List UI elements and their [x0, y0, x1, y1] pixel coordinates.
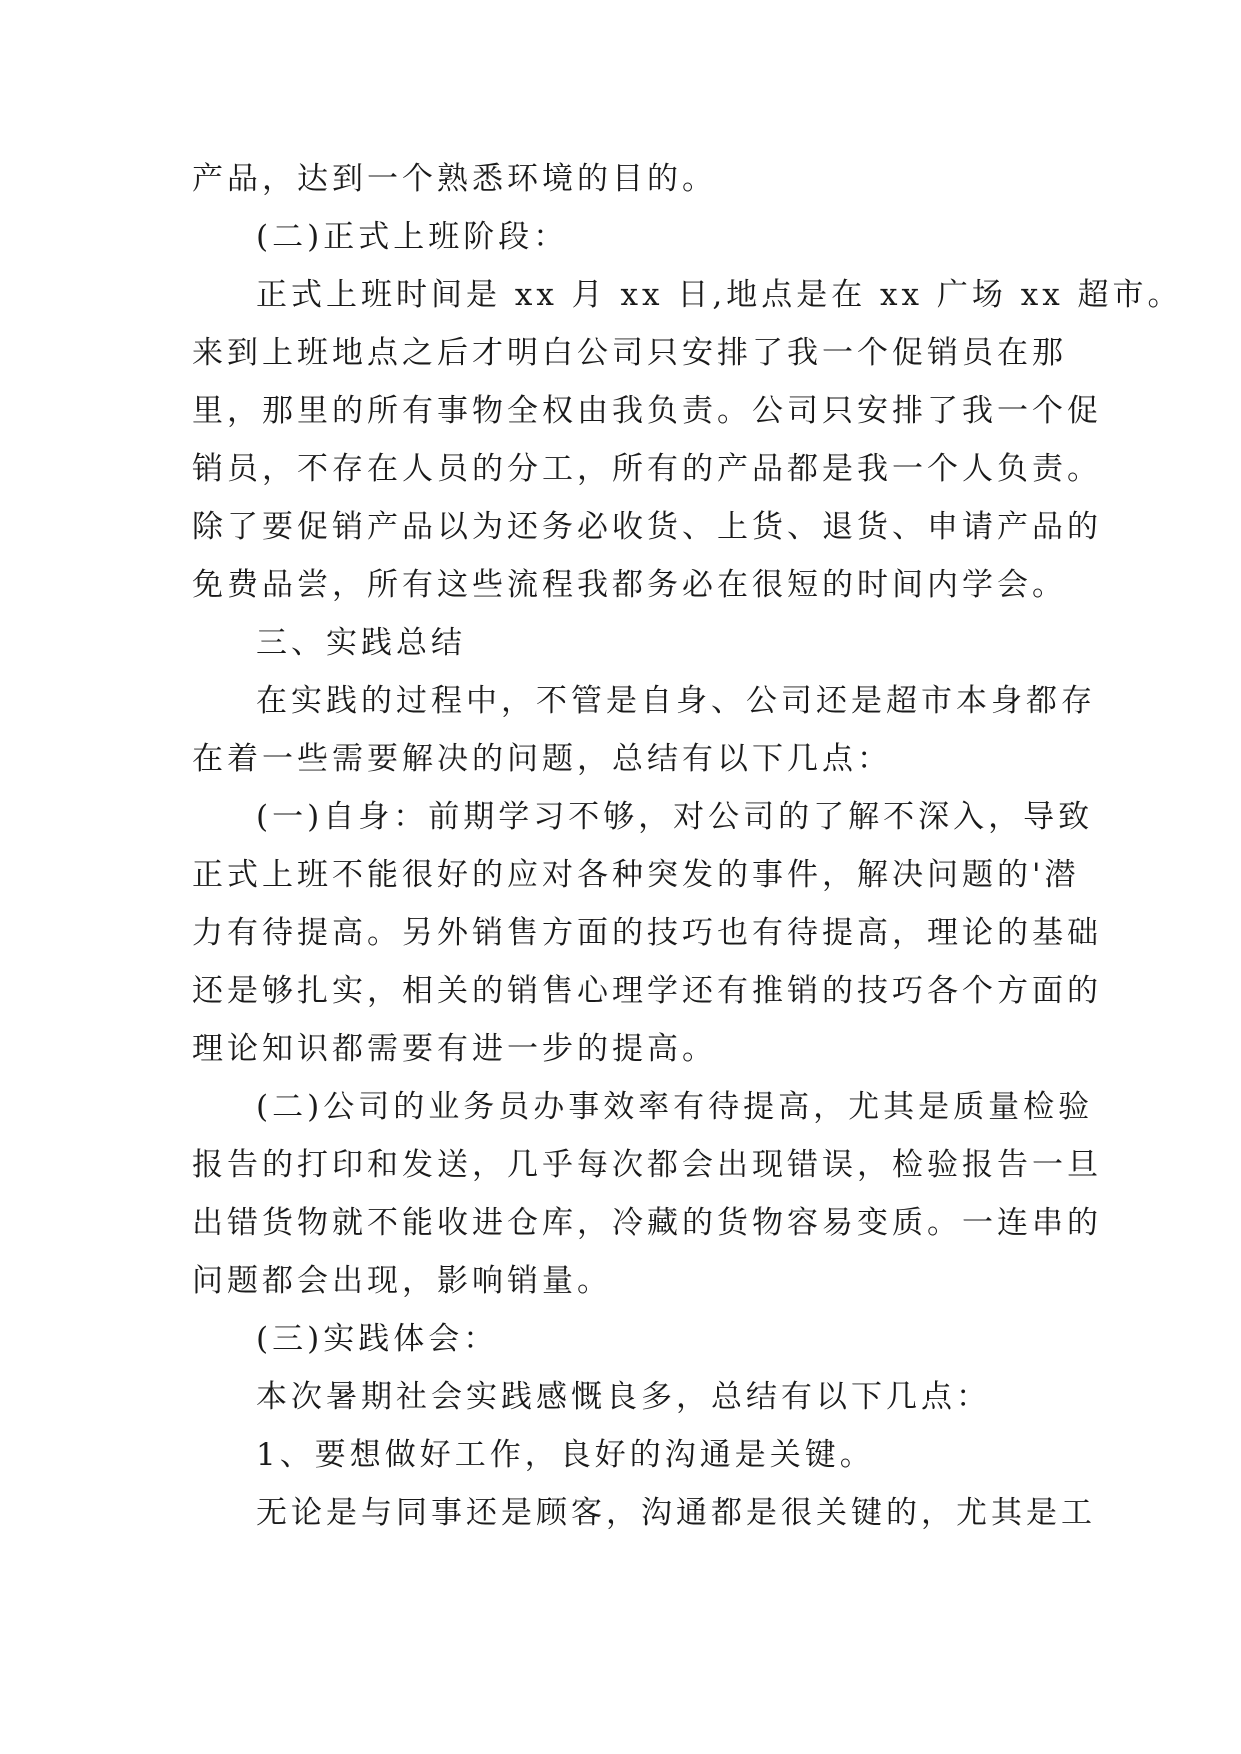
text-line: (三)实践体会： — [256, 1321, 499, 1357]
text-line: 产品，达到一个熟悉环境的目的。 — [192, 161, 717, 197]
text-line: 本次暑期社会实践感慨良多，总结有以下几点： — [256, 1379, 991, 1415]
text-line: (二)正式上班阶段： — [256, 219, 569, 255]
document-body — [192, 150, 1183, 1542]
text-line: 1、要想做好工作，良好的沟通是关键。 — [256, 1437, 875, 1473]
text-line: 正式上班时间是 xx 月 xx 日,地点是在 xx 广场 xx 超市。 — [256, 277, 1183, 313]
text-line: 来到上班地点之后才明白公司只安排了我一个促销员在那 — [192, 335, 1067, 371]
text-line: 在实践的过程中，不管是自身、公司还是超市本身都存 — [256, 683, 1096, 719]
text-line: 无论是与同事还是顾客，沟通都是很关键的，尤其是工 — [256, 1495, 1096, 1531]
text-line: 问题都会出现，影响销量。 — [192, 1263, 612, 1299]
text-line: 还是够扎实，相关的销售心理学还有推销的技巧各个方面的 — [192, 973, 1102, 1009]
text-line: 里，那里的所有事物全权由我负责。公司只安排了我一个促 — [192, 393, 1102, 429]
text-line: 在着一些需要解决的问题，总结有以下几点： — [192, 741, 892, 777]
section-heading: 三、实践总结 — [256, 625, 466, 661]
text-line: 销员，不存在人员的分工，所有的产品都是我一个人负责。 — [192, 451, 1102, 487]
text-line: (一)自身：前期学习不够，对公司的了解不深入，导致 — [256, 799, 1094, 835]
text-line: (二)公司的业务员办事效率有待提高，尤其是质量检验 — [256, 1089, 1094, 1125]
text-line: 免费品尝，所有这些流程我都务必在很短的时间内学会。 — [192, 567, 1067, 603]
text-line: 除了要促销产品以为还务必收货、上货、退货、申请产品的 — [192, 509, 1102, 545]
text-line: 出错货物就不能收进仓库，冷藏的货物容易变质。一连串的 — [192, 1205, 1102, 1241]
text-line: 报告的打印和发送，几乎每次都会出现错误，检验报告一旦 — [192, 1147, 1102, 1183]
text-line: 正式上班不能很好的应对各种突发的事件，解决问题的'潜 — [192, 857, 1080, 893]
text-line: 理论知识都需要有进一步的提高。 — [192, 1031, 717, 1067]
text-line: 力有待提高。另外销售方面的技巧也有待提高，理论的基础 — [192, 915, 1102, 951]
